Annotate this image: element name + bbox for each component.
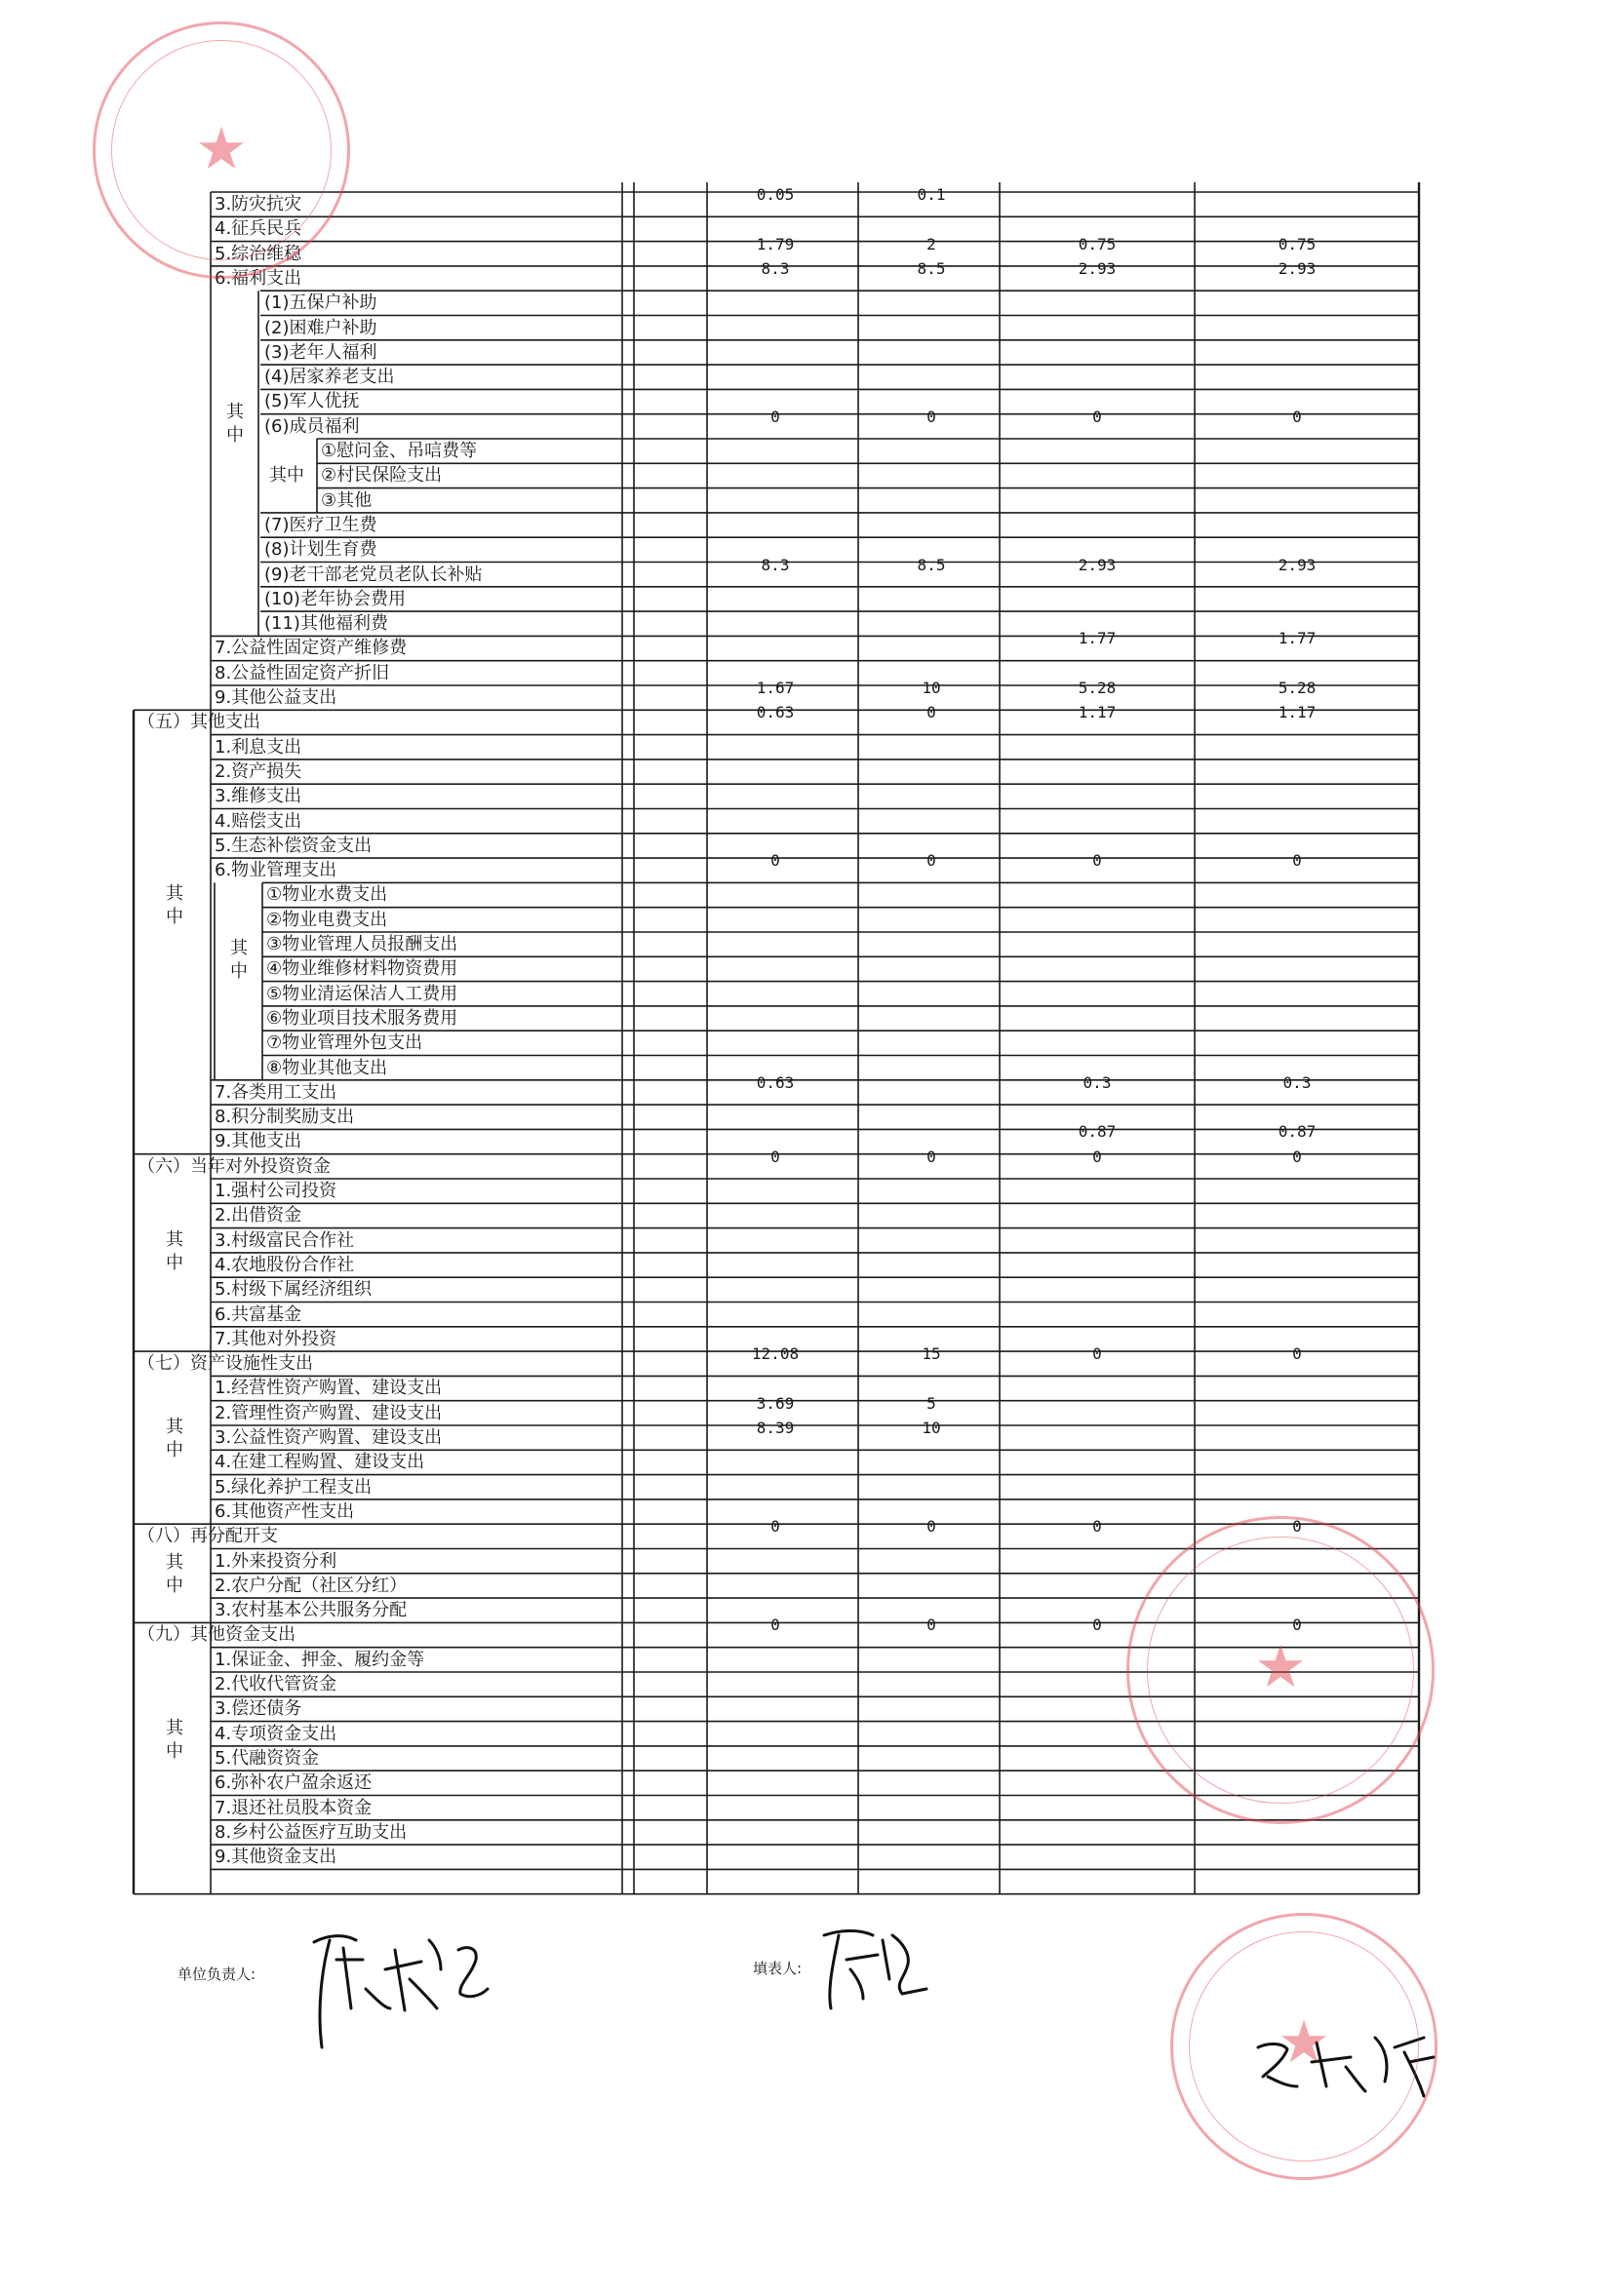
value-cell: 10 <box>922 679 941 697</box>
row-label: 5.综治维稳 <box>215 243 302 264</box>
row-label: 3.防灾抗灾 <box>215 194 302 214</box>
value-cell: 0 <box>926 851 936 871</box>
value-cell: 0 <box>1292 1147 1302 1166</box>
value-cell: 0 <box>1292 1615 1302 1635</box>
group-label-char: 其 <box>166 1416 183 1437</box>
value-cell: 0 <box>1092 407 1102 426</box>
row-label: (10)老年协会费用 <box>264 588 406 609</box>
group-label-char: 中 <box>166 1740 183 1762</box>
value-cell: 0.3 <box>1282 1072 1312 1092</box>
row-label: 9.其他公益支出 <box>215 687 337 708</box>
member-welfare-group-label: 其中 <box>269 465 304 486</box>
value-cell: 1.77 <box>1278 629 1317 648</box>
asset-group-label <box>164 1416 185 1462</box>
value-cell: 0 <box>1092 851 1102 871</box>
row-label: (3)老年人福利 <box>264 341 377 363</box>
row-label: 1.强村公司投资 <box>215 1181 337 1201</box>
row-label: 7.退还社员股本资金 <box>215 1797 373 1818</box>
value-cell: 0 <box>926 407 936 426</box>
value-cell: 0 <box>1292 851 1302 871</box>
village-committee-seal: ★ <box>93 21 350 279</box>
row-label: (1)五保户补助 <box>264 292 377 314</box>
row-label: （五）其他支出 <box>138 712 260 733</box>
value-cell: 2 <box>926 234 936 253</box>
row-label: 8.公益性固定资产折旧 <box>215 662 390 683</box>
row-label: 7.公益性固定资产维修费 <box>215 638 408 659</box>
value-cell: 0 <box>1292 1517 1302 1537</box>
row-label: 1.外来投资分利 <box>215 1550 337 1572</box>
row-label: 3.公益性资产购置、建设支出 <box>215 1427 443 1448</box>
redistribution-group-label <box>164 1551 185 1598</box>
row-label: (8)计划生育费 <box>264 539 377 561</box>
value-cell: 1.67 <box>756 679 795 697</box>
welfare-group-label <box>224 401 246 448</box>
value-cell: 0 <box>1092 1615 1102 1635</box>
value-cell: 8.3 <box>761 258 790 278</box>
row-label: （九）其他资金支出 <box>138 1624 295 1646</box>
row-label: (11)其他福利费 <box>264 613 388 635</box>
row-label: (7)医疗卫生费 <box>264 514 377 535</box>
value-cell: 1.79 <box>756 234 795 253</box>
row-label: 6.弥补农户盈余返还 <box>215 1772 373 1794</box>
value-cell: 15 <box>922 1344 941 1364</box>
value-cell: 0.63 <box>756 703 795 722</box>
row-label: 2.管理性资产购置、建设支出 <box>215 1402 443 1423</box>
value-cell: 0.87 <box>1078 1122 1117 1142</box>
row-label: 4.赔偿支出 <box>215 810 302 832</box>
value-cell: 0.05 <box>756 185 795 204</box>
row-label: ①慰问金、吊唁费等 <box>321 441 478 461</box>
value-cell: 0.1 <box>917 185 946 204</box>
row-label: 9.其他资金支出 <box>215 1847 337 1868</box>
row-label: 3.维修支出 <box>215 786 302 807</box>
row-label: 2.出借资金 <box>215 1205 302 1226</box>
value-cell: 0 <box>770 1517 780 1537</box>
value-cell: 8.39 <box>756 1419 795 1437</box>
investment-group-label <box>164 1228 185 1275</box>
property-group-label <box>228 937 250 984</box>
row-label: 3.农村基本公共服务分配 <box>215 1600 408 1621</box>
value-cell: 0 <box>926 703 936 722</box>
row-label: 4.征兵民兵 <box>215 218 302 240</box>
row-label: 1.保证金、押金、履约金等 <box>215 1649 425 1670</box>
value-cell: 0 <box>1292 407 1302 426</box>
row-label: 2.农户分配（社区分红） <box>215 1575 408 1596</box>
value-cell: 5.28 <box>1278 679 1317 697</box>
value-cell: 0 <box>1092 1517 1102 1537</box>
value-cell: 2.93 <box>1278 258 1317 278</box>
value-cell: 0 <box>770 407 780 426</box>
value-cell: 2.93 <box>1278 555 1317 574</box>
row-label: 5.绿化养护工程支出 <box>215 1476 373 1498</box>
row-label: (2)困难户补助 <box>264 317 377 338</box>
row-label: 1.经营性资产购置、建设支出 <box>215 1378 443 1399</box>
group-label-char: 中 <box>166 907 183 928</box>
row-label: 3.偿还债务 <box>215 1698 302 1720</box>
value-cell: 2.93 <box>1078 555 1117 574</box>
value-cell: 0 <box>1292 1344 1302 1364</box>
row-label: 1.利息支出 <box>215 736 302 758</box>
row-label: ⑦物业管理外包支出 <box>266 1032 423 1054</box>
group-label-char: 中 <box>166 1576 183 1597</box>
row-label: ⑥物业项目技术服务费用 <box>266 1007 458 1029</box>
row-label: 6.其他资产性支出 <box>215 1500 355 1522</box>
value-cell: 1.77 <box>1078 629 1117 648</box>
group-label-char: 其 <box>166 1717 183 1738</box>
row-label: ②物业电费支出 <box>266 909 388 930</box>
row-label: （八）再分配开支 <box>138 1526 278 1547</box>
value-cell: 0 <box>926 1615 936 1635</box>
value-cell: 0.75 <box>1078 234 1117 253</box>
value-cell: 2.93 <box>1078 258 1117 278</box>
value-cell: 1.17 <box>1078 703 1117 722</box>
group-label-char: 其 <box>230 938 248 959</box>
row-label: （七）资产设施性支出 <box>138 1353 313 1375</box>
value-cell: 0.87 <box>1278 1122 1317 1142</box>
row-label: ①物业水费支出 <box>266 884 388 906</box>
value-cell: 0.63 <box>756 1072 795 1092</box>
row-label: 4.农地股份合作社 <box>215 1254 355 1275</box>
group-label-char: 中 <box>166 1439 183 1460</box>
value-cell: 5.28 <box>1078 679 1117 697</box>
value-cell: 8.3 <box>761 555 790 574</box>
row-label: 7.其他对外投资 <box>215 1328 337 1349</box>
value-cell: 0.3 <box>1083 1072 1112 1092</box>
row-label: 3.村级富民合作社 <box>215 1229 355 1251</box>
value-cell: 0 <box>770 1615 780 1635</box>
group-label-char: 其 <box>166 883 183 905</box>
row-label: (9)老干部老党员老队长补贴 <box>264 564 483 585</box>
row-label: 5.代融资资金 <box>215 1747 320 1769</box>
supervision-committee-seal-2: ★ <box>1170 1913 1438 2180</box>
row-label: 4.在建工程购置、建设支出 <box>215 1452 425 1473</box>
group-label-char: 中 <box>226 425 244 447</box>
preparer-label: 填表人: <box>753 1960 803 1977</box>
group-label-char: 其 <box>166 1228 183 1250</box>
row-label: (6)成员福利 <box>264 415 360 437</box>
row-label: 8.积分制奖励支出 <box>215 1107 355 1128</box>
row-label: ④物业维修材料物资费用 <box>266 958 458 980</box>
value-cell: 0 <box>926 1147 936 1166</box>
row-label: 5.生态补偿资金支出 <box>215 835 373 856</box>
value-cell: 8.5 <box>917 555 946 574</box>
row-label: ③其他 <box>321 489 373 511</box>
group-label-char: 中 <box>230 961 248 983</box>
row-label: (4)居家养老支出 <box>264 367 395 388</box>
row-label: 6.共富基金 <box>215 1304 302 1325</box>
row-label: (5)军人优抚 <box>264 391 360 412</box>
row-label: ②村民保险支出 <box>321 465 443 486</box>
row-label: 5.村级下属经济组织 <box>215 1279 373 1301</box>
value-cell: 1.17 <box>1278 703 1317 722</box>
value-cell: 3.69 <box>756 1393 795 1413</box>
value-cell: 0 <box>770 1147 780 1166</box>
fund-group-label <box>164 1717 185 1764</box>
other-expense-group-label <box>164 882 185 929</box>
row-label: 2.代收代管资金 <box>215 1674 337 1694</box>
value-cell: 0.75 <box>1278 234 1317 253</box>
group-label-char: 中 <box>166 1252 183 1273</box>
value-cell: 5 <box>926 1393 936 1413</box>
row-label: ③物业管理人员报酬支出 <box>266 934 458 954</box>
row-label: 8.乡村公益医疗互助支出 <box>215 1821 408 1843</box>
value-cell: 0 <box>1092 1147 1102 1166</box>
value-cell: 12.08 <box>751 1344 800 1364</box>
row-label: 2.资产损失 <box>215 760 302 782</box>
group-label-char: 其 <box>166 1552 183 1574</box>
row-label: 6.福利支出 <box>215 267 302 289</box>
value-cell: 8.5 <box>917 258 946 278</box>
supervision-committee-seal: ★ <box>1126 1516 1435 1824</box>
responsible-person-label: 单位负责人: <box>177 1965 256 1983</box>
row-label: 4.专项资金支出 <box>215 1723 337 1744</box>
value-cell: 0 <box>770 851 780 871</box>
row-label: （六）当年对外投资资金 <box>138 1155 331 1177</box>
group-label-char: 其 <box>226 402 244 423</box>
row-label: 9.其他支出 <box>215 1131 302 1152</box>
row-label: 7.各类用工支出 <box>215 1081 337 1103</box>
row-label: ⑤物业清运保洁人工费用 <box>266 983 458 1004</box>
value-cell: 10 <box>922 1419 941 1437</box>
row-label: 6.物业管理支出 <box>215 860 337 881</box>
value-cell: 0 <box>1092 1344 1102 1364</box>
value-cell: 0 <box>926 1517 936 1537</box>
row-label: ⑧物业其他支出 <box>266 1057 388 1078</box>
